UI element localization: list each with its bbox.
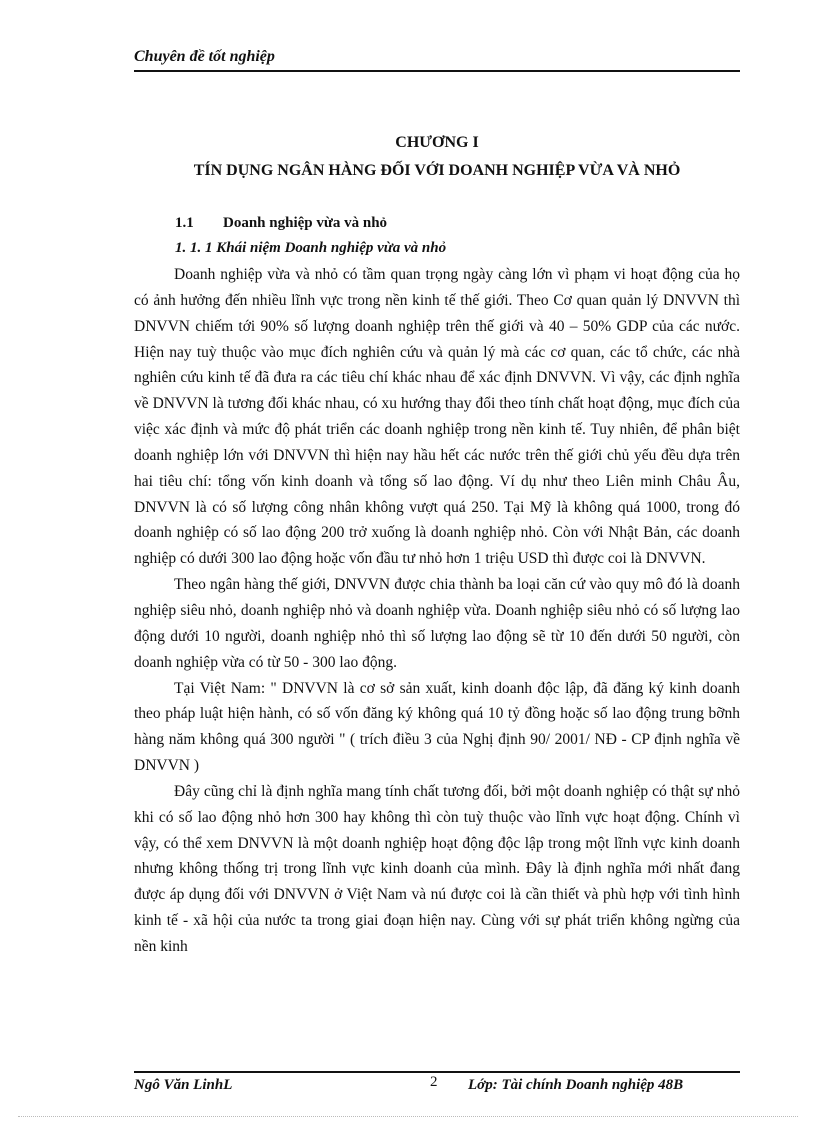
subsection-heading: 1. 1. 1 Khái niệm Doanh nghiệp vừa và nhỏ <box>175 240 447 256</box>
paragraph: Đây cũng chỉ là định nghĩa mang tính chất tương đối, bởi một doanh nghiệp có thật sự nhỏ khi có số lao động nhỏ hơn 300 hay không thì còn tuỳ thuộc vào lĩnh vực hoạt động. Chính vì vậy, có thể xem DNVVN là một doanh nghiệp hoạt động độc lập trong một lĩnh vực kinh doanh nhưng không thống trị trong lĩnh vực kinh doanh của mình. Đây là định nghĩa mới nhất đang được áp dụng đối với DNVVN ở Việt Nam và nú được coi là cần thiết và phù hợp với tình hình kinh tế - xã hội của nước ta trong giai đoạn hiện nay. Cùng với sự phát triển không ngừng của nền kinh <box>134 782 740 955</box>
paragraph: Theo ngân hàng thế giới, DNVVN được chia thành ba loại căn cứ vào quy mô đó là doanh nghiệp siêu nhỏ, doanh nghiệp nhỏ và doanh nghiệp vừa. Doanh nghiệp siêu nhỏ có số lượng lao động dưới 10 người, doanh nghiệp nhỏ thì số lượng lao động sẽ từ 10 đến dưới 50 người, còn doanh nghiệp vừa có từ 50 - 300 lao động. <box>134 576 740 671</box>
footer-class: Lớp: Tài chính Doanh nghiệp 48B <box>468 1077 684 1093</box>
header-rule <box>134 70 740 72</box>
footer-rule <box>134 1071 740 1073</box>
section-heading <box>175 215 387 232</box>
page-bottom-border <box>18 1116 798 1117</box>
section-number: 1.1 <box>175 215 194 231</box>
header-title: Chuyên đề tốt nghiệp <box>134 48 275 65</box>
paragraph: Tại Việt Nam: " DNVVN là cơ sở sản xuất, kinh doanh độc lập, đã đăng ký kinh doanh theo pháp luật hiện hành, có số vốn đăng ký không quá 10 tỷ đồng hoặc số lao động trung bỡnh hàng năm không quá 300 người " ( trích điều 3 của Nghị định 90/ 2001/ NĐ - CP định nghĩa về DNVVN ) <box>134 679 740 775</box>
chapter-number: CHƯƠNG I <box>395 134 479 151</box>
paragraph: Doanh nghiệp vừa và nhỏ có tầm quan trọng ngày càng lớn vì phạm vi hoạt động của họ có ảnh hưởng đến nhiều lĩnh vực trong nền kinh tế thế giới. Theo Cơ quan quản lý DNVVN thì DNVVN chiếm tới 90% số lượng doanh nghiệp trên thế giới và 40 – 50% GDP của các nước. Hiện nay tuỳ thuộc vào mục đích nghiên cứu và quản lý mà các cơ quan, các tổ chức, các nhà nghiên cứu kinh tế đã đưa ra các tiêu chí khác nhau để xác định DNVVN. Vì vậy, các định nghĩa về DNVVN là tương đối khác nhau, có xu hướng thay đổi theo tính chất hoạt động, mục đích của việc xác định và mức độ phát triển các doanh nghiệp trong nền kinh tế. Tuy nhiên, để phân biệt doanh nghiệp lớn với DNVVN thì hiện nay hầu hết các nước trên thế giới chủ yếu đều dựa trên hai tiêu chí: tổng vốn kinh doanh và tổng số lao động. Ví dụ như theo Liên minh Châu Âu, DNVVN là có số lượng công nhân không vượt quá 250. Tại Mỹ là không quá 1000, trong đó doanh nghiệp có số lao động 200 trở xuống là doanh nghiệp nhỏ. Còn với Nhật Bản, các doanh nghiệp có dưới 300 lao động hoặc vốn đầu tư nhỏ hơn 1 triệu USD thì được coi là DNVVN. <box>134 266 740 568</box>
section-title: Doanh nghiệp vừa và nhỏ <box>223 215 388 231</box>
page-number: 2 <box>430 1074 438 1090</box>
chapter-title: TÍN DỤNG NGÂN HÀNG ĐỐI VỚI DOANH NGHIỆP VỪA VÀ NHỎ <box>193 162 681 179</box>
footer-author: Ngô Văn LinhL <box>134 1077 233 1093</box>
body-text <box>134 262 740 960</box>
